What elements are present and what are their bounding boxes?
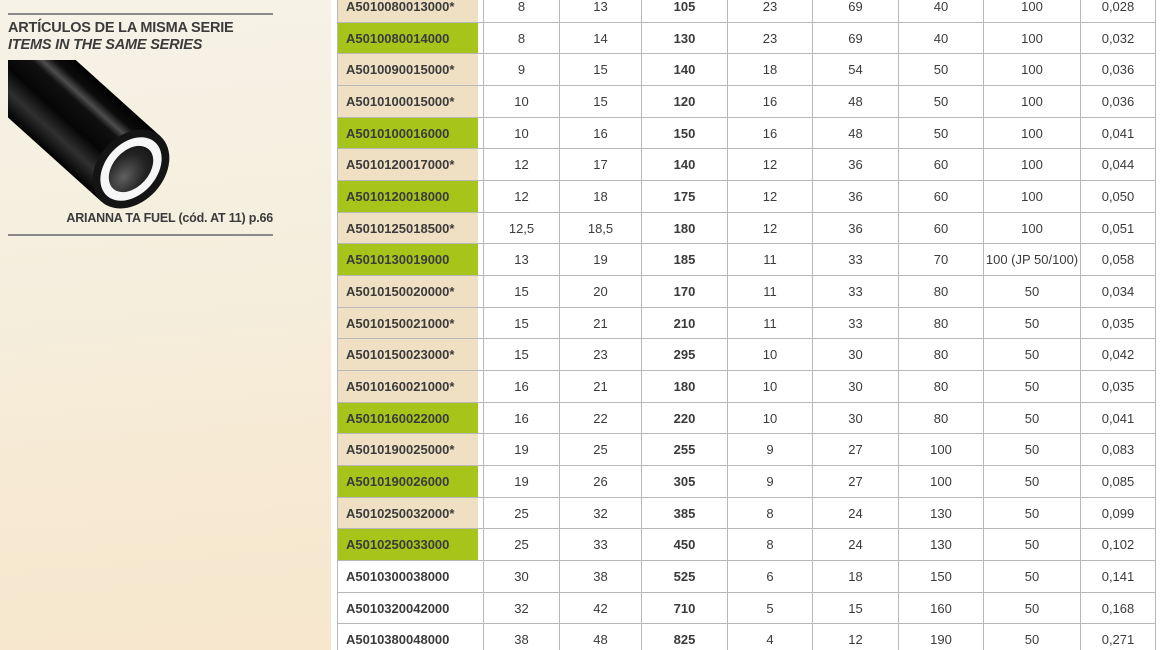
value-cell: 0,034 <box>1081 276 1156 308</box>
value-cell: 16 <box>484 371 560 403</box>
product-code-cell: A5010080014000 <box>338 23 484 55</box>
value-cell: 21 <box>560 371 642 403</box>
value-cell: 25 <box>484 529 560 561</box>
value-cell: 30 <box>484 561 560 593</box>
value-cell: 12 <box>728 149 813 181</box>
value-cell: 10 <box>728 371 813 403</box>
product-code-cell: A5010120017000* <box>338 149 484 181</box>
value-cell: 50 <box>984 561 1081 593</box>
value-cell: 15 <box>813 593 899 625</box>
product-code-cell: A5010250032000* <box>338 498 484 530</box>
value-cell: 30 <box>813 403 899 435</box>
product-code-cell: A5010120018000 <box>338 181 484 213</box>
value-cell: 19 <box>484 434 560 466</box>
value-cell: 13 <box>560 0 642 23</box>
value-cell: 0,051 <box>1081 213 1156 245</box>
value-cell: 825 <box>642 624 728 650</box>
value-cell: 23 <box>560 339 642 371</box>
value-cell: 33 <box>560 529 642 561</box>
value-cell: 0,102 <box>1081 529 1156 561</box>
value-cell: 26 <box>560 466 642 498</box>
value-cell: 13 <box>484 244 560 276</box>
value-cell: 220 <box>642 403 728 435</box>
value-cell: 0,036 <box>1081 54 1156 86</box>
value-cell: 23 <box>728 23 813 55</box>
value-cell: 23 <box>728 0 813 23</box>
value-cell: 25 <box>484 498 560 530</box>
value-cell: 60 <box>899 149 984 181</box>
product-code-cell: A5010250033000 <box>338 529 484 561</box>
value-cell: 27 <box>813 434 899 466</box>
value-cell: 36 <box>813 181 899 213</box>
value-cell: 20 <box>560 276 642 308</box>
product-code-cell: A5010100015000* <box>338 86 484 118</box>
product-code-cell: A5010150021000* <box>338 308 484 340</box>
product-table <box>337 0 1156 650</box>
product-code-cell: A5010130019000 <box>338 244 484 276</box>
value-cell: 14 <box>560 23 642 55</box>
value-cell: 385 <box>642 498 728 530</box>
value-cell: 0,168 <box>1081 593 1156 625</box>
value-cell: 12 <box>728 181 813 213</box>
value-cell: 12 <box>484 181 560 213</box>
value-cell: 100 <box>984 23 1081 55</box>
value-cell: 10 <box>484 86 560 118</box>
value-cell: 50 <box>984 529 1081 561</box>
value-cell: 100 <box>984 181 1081 213</box>
value-cell: 15 <box>484 276 560 308</box>
value-cell: 100 <box>984 0 1081 23</box>
value-cell: 48 <box>813 118 899 150</box>
value-cell: 10 <box>728 403 813 435</box>
value-cell: 210 <box>642 308 728 340</box>
value-cell: 0,032 <box>1081 23 1156 55</box>
value-cell: 0,050 <box>1081 181 1156 213</box>
value-cell: 8 <box>484 0 560 23</box>
value-cell: 5 <box>728 593 813 625</box>
value-cell: 100 <box>984 213 1081 245</box>
series-title <box>8 20 308 53</box>
value-cell: 120 <box>642 86 728 118</box>
value-cell: 33 <box>813 276 899 308</box>
value-cell: 170 <box>642 276 728 308</box>
value-cell: 50 <box>899 54 984 86</box>
bottom-divider <box>8 234 273 236</box>
value-cell: 70 <box>899 244 984 276</box>
value-cell: 36 <box>813 149 899 181</box>
value-cell: 15 <box>484 339 560 371</box>
value-cell: 12 <box>484 149 560 181</box>
product-code-cell: A5010190026000 <box>338 466 484 498</box>
value-cell: 25 <box>560 434 642 466</box>
value-cell: 100 <box>984 149 1081 181</box>
value-cell: 33 <box>813 244 899 276</box>
product-code-cell: A5010190025000* <box>338 434 484 466</box>
value-cell: 40 <box>899 23 984 55</box>
product-table-area <box>337 0 1160 650</box>
value-cell: 50 <box>984 434 1081 466</box>
value-cell: 60 <box>899 181 984 213</box>
value-cell: 50 <box>984 403 1081 435</box>
fuel-hose-image <box>4 58 174 214</box>
value-cell: 50 <box>984 308 1081 340</box>
value-cell: 0,058 <box>1081 244 1156 276</box>
value-cell: 50 <box>899 86 984 118</box>
value-cell: 9 <box>484 54 560 86</box>
series-sidebar <box>0 0 331 650</box>
value-cell: 18 <box>813 561 899 593</box>
value-cell: 8 <box>728 498 813 530</box>
value-cell: 105 <box>642 0 728 23</box>
top-divider <box>8 13 273 15</box>
value-cell: 50 <box>984 466 1081 498</box>
product-code-cell: A5010150020000* <box>338 276 484 308</box>
value-cell: 450 <box>642 529 728 561</box>
value-cell: 42 <box>560 593 642 625</box>
value-cell: 16 <box>560 118 642 150</box>
series-title-en: ITEMS IN THE SAME SERIES <box>8 36 203 53</box>
value-cell: 0,141 <box>1081 561 1156 593</box>
value-cell: 16 <box>728 118 813 150</box>
value-cell: 0,083 <box>1081 434 1156 466</box>
value-cell: 11 <box>728 276 813 308</box>
value-cell: 54 <box>813 54 899 86</box>
value-cell: 80 <box>899 403 984 435</box>
value-cell: 12 <box>728 213 813 245</box>
value-cell: 0,041 <box>1081 403 1156 435</box>
value-cell: 15 <box>560 54 642 86</box>
product-code-cell: A5010300038000 <box>338 561 484 593</box>
value-cell: 190 <box>899 624 984 650</box>
value-cell: 0,041 <box>1081 118 1156 150</box>
value-cell: 50 <box>984 593 1081 625</box>
value-cell: 10 <box>728 339 813 371</box>
value-cell: 27 <box>813 466 899 498</box>
value-cell: 40 <box>899 0 984 23</box>
value-cell: 255 <box>642 434 728 466</box>
value-cell: 10 <box>484 118 560 150</box>
value-cell: 0,035 <box>1081 371 1156 403</box>
value-cell: 32 <box>484 593 560 625</box>
value-cell: 0,036 <box>1081 86 1156 118</box>
value-cell: 130 <box>642 23 728 55</box>
value-cell: 9 <box>728 466 813 498</box>
value-cell: 50 <box>984 339 1081 371</box>
value-cell: 19 <box>484 466 560 498</box>
product-code-cell: A5010080013000* <box>338 0 484 23</box>
value-cell: 36 <box>813 213 899 245</box>
value-cell: 160 <box>899 593 984 625</box>
value-cell: 100 <box>984 86 1081 118</box>
value-cell: 38 <box>560 561 642 593</box>
value-cell: 185 <box>642 244 728 276</box>
image-caption: ARIANNA TA FUEL (cód. AT 11) p.66 <box>66 211 273 225</box>
product-code-cell: A5010100016000 <box>338 118 484 150</box>
value-cell: 710 <box>642 593 728 625</box>
value-cell: 8 <box>484 23 560 55</box>
value-cell: 16 <box>484 403 560 435</box>
value-cell: 100 <box>899 466 984 498</box>
value-cell: 130 <box>899 529 984 561</box>
value-cell: 130 <box>899 498 984 530</box>
value-cell: 15 <box>484 308 560 340</box>
value-cell: 48 <box>813 86 899 118</box>
product-code-cell: A5010160021000* <box>338 371 484 403</box>
value-cell: 50 <box>984 371 1081 403</box>
value-cell: 24 <box>813 498 899 530</box>
value-cell: 100 <box>899 434 984 466</box>
value-cell: 38 <box>484 624 560 650</box>
product-code-cell: A5010125018500* <box>338 213 484 245</box>
value-cell: 19 <box>560 244 642 276</box>
value-cell: 0,099 <box>1081 498 1156 530</box>
value-cell: 295 <box>642 339 728 371</box>
value-cell: 100 <box>984 54 1081 86</box>
value-cell: 50 <box>899 118 984 150</box>
value-cell: 33 <box>813 308 899 340</box>
value-cell: 150 <box>899 561 984 593</box>
value-cell: 180 <box>642 371 728 403</box>
value-cell: 100 <box>984 118 1081 150</box>
product-code-cell: A5010320042000 <box>338 593 484 625</box>
value-cell: 4 <box>728 624 813 650</box>
value-cell: 140 <box>642 54 728 86</box>
value-cell: 80 <box>899 339 984 371</box>
value-cell: 50 <box>984 498 1081 530</box>
value-cell: 6 <box>728 561 813 593</box>
value-cell: 525 <box>642 561 728 593</box>
value-cell: 80 <box>899 371 984 403</box>
value-cell: 0,035 <box>1081 308 1156 340</box>
value-cell: 32 <box>560 498 642 530</box>
value-cell: 30 <box>813 371 899 403</box>
value-cell: 18 <box>560 181 642 213</box>
product-code-cell: A5010380048000 <box>338 624 484 650</box>
value-cell: 12 <box>813 624 899 650</box>
value-cell: 15 <box>560 86 642 118</box>
value-cell: 11 <box>728 308 813 340</box>
value-cell: 0,271 <box>1081 624 1156 650</box>
value-cell: 50 <box>984 276 1081 308</box>
value-cell: 60 <box>899 213 984 245</box>
series-title-es: ARTÍCULOS DE LA MISMA SERIE <box>8 20 234 36</box>
value-cell: 0,028 <box>1081 0 1156 23</box>
value-cell: 150 <box>642 118 728 150</box>
value-cell: 180 <box>642 213 728 245</box>
value-cell: 18 <box>728 54 813 86</box>
value-cell: 175 <box>642 181 728 213</box>
value-cell: 305 <box>642 466 728 498</box>
value-cell: 21 <box>560 308 642 340</box>
product-code-cell: A5010150023000* <box>338 339 484 371</box>
value-cell: 30 <box>813 339 899 371</box>
value-cell: 0,044 <box>1081 149 1156 181</box>
value-cell: 69 <box>813 0 899 23</box>
value-cell: 8 <box>728 529 813 561</box>
value-cell: 69 <box>813 23 899 55</box>
value-cell: 18,5 <box>560 213 642 245</box>
value-cell: 11 <box>728 244 813 276</box>
product-code-cell: A5010160022000 <box>338 403 484 435</box>
value-cell: 0,085 <box>1081 466 1156 498</box>
value-cell: 12,5 <box>484 213 560 245</box>
value-cell: 0,042 <box>1081 339 1156 371</box>
product-code-cell: A5010090015000* <box>338 54 484 86</box>
value-cell: 50 <box>984 624 1081 650</box>
value-cell: 9 <box>728 434 813 466</box>
value-cell: 80 <box>899 276 984 308</box>
value-cell: 24 <box>813 529 899 561</box>
value-cell: 140 <box>642 149 728 181</box>
value-cell: 80 <box>899 308 984 340</box>
value-cell: 100 (JP 50/100) <box>984 244 1081 276</box>
value-cell: 48 <box>560 624 642 650</box>
value-cell: 16 <box>728 86 813 118</box>
value-cell: 22 <box>560 403 642 435</box>
value-cell: 17 <box>560 149 642 181</box>
